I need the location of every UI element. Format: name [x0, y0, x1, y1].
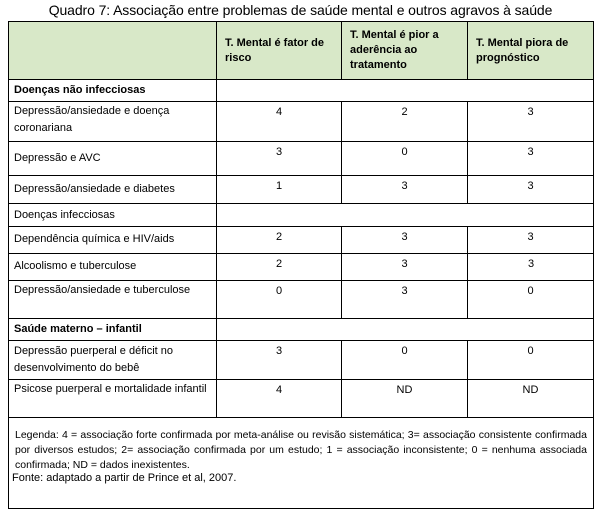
- row-label: Depressão/ansiedade e doença coronariana: [9, 102, 217, 142]
- section-label-infecciosas: Doenças infecciosas: [9, 204, 217, 227]
- section-row: [9, 80, 594, 102]
- section-empty-cell: [217, 80, 594, 102]
- risk-value: 2: [217, 227, 342, 254]
- adherence-value: 3: [342, 281, 468, 319]
- adherence-value: 3: [342, 254, 468, 281]
- row-label: Depressão e AVC: [9, 142, 217, 176]
- adherence-value: 2: [342, 102, 468, 142]
- table-row: [9, 176, 594, 204]
- table-row: [9, 341, 594, 380]
- table-caption: Quadro 7: Associação entre problemas de saúde mental e outros agravos à saúde: [48, 2, 553, 18]
- prognosis-value: 3: [468, 102, 594, 142]
- header-prognosis: T. Mental piora de prognóstico: [468, 22, 594, 80]
- adherence-value: 0: [342, 142, 468, 176]
- adherence-value: 3: [342, 227, 468, 254]
- section-row: [9, 204, 594, 227]
- section-label-nao-infecciosas: Doenças não infecciosas: [9, 80, 217, 102]
- row-label: Depressão puerperal e déficit no desenvolvimento do bebê: [9, 341, 217, 380]
- risk-value: 1: [217, 176, 342, 204]
- row-label: Alcoolismo e tuberculose: [9, 254, 217, 281]
- table-row: [9, 380, 594, 418]
- table-row: [9, 254, 594, 281]
- adherence-value: 3: [342, 176, 468, 204]
- table-row: [9, 142, 594, 176]
- risk-value: 3: [217, 142, 342, 176]
- header-empty-cell: [9, 22, 217, 80]
- table-row: [9, 102, 594, 142]
- legend-text: Legenda: 4 = associação forte confirmada por meta-análise ou revisão sistemática; 3= associação consistente confirmada por diversos estudos; 2= associação confirmada por um estudo; 1 = associação inconsistente; 0 = nenhuma associada confirmada; ND = dados inexistentes.: [9, 418, 594, 509]
- risk-value: 0: [217, 281, 342, 319]
- section-row: [9, 319, 594, 341]
- legend-row: [9, 418, 594, 509]
- prognosis-value: 0: [468, 281, 594, 319]
- adherence-value: 0: [342, 341, 468, 380]
- header-risk-factor: T. Mental é fator de risco: [217, 22, 342, 80]
- prognosis-value: ND: [468, 380, 594, 418]
- row-label: Psicose puerperal e mortalidade infantil: [9, 380, 217, 418]
- risk-value: 2: [217, 254, 342, 281]
- risk-value: 4: [217, 102, 342, 142]
- section-empty-cell: [217, 319, 594, 341]
- adherence-value: ND: [342, 380, 468, 418]
- prognosis-value: 3: [468, 176, 594, 204]
- section-label-materno: Saúde materno – infantil: [9, 319, 217, 341]
- source-note: Fonte: adaptado a partir de Prince et al, 2007.: [12, 472, 237, 484]
- prognosis-value: 3: [468, 254, 594, 281]
- header-adherence: T. Mental é pior a aderência ao tratamento: [342, 22, 468, 80]
- prognosis-value: 3: [468, 227, 594, 254]
- prognosis-value: 0: [468, 341, 594, 380]
- table-row: [9, 227, 594, 254]
- association-table: [8, 21, 594, 509]
- section-empty-cell: [217, 204, 594, 227]
- header-row: [9, 22, 594, 80]
- risk-value: 4: [217, 380, 342, 418]
- row-label: Dependência química e HIV/aids: [9, 227, 217, 254]
- table-row: [9, 281, 594, 319]
- row-label: Depressão/ansiedade e tuberculose: [9, 281, 217, 319]
- row-label: Depressão/ansiedade e diabetes: [9, 176, 217, 204]
- prognosis-value: 3: [468, 142, 594, 176]
- risk-value: 3: [217, 341, 342, 380]
